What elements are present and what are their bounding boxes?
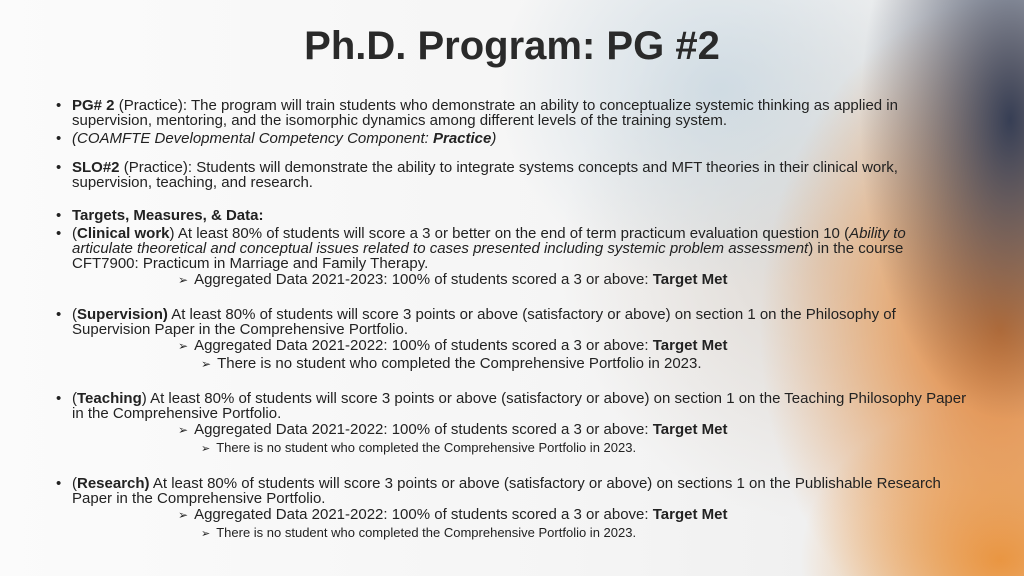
teaching-data: Aggregated Data 2021-2022: 100% of students scored a 3 or above:	[194, 421, 653, 438]
supervision-note-line	[48, 355, 968, 373]
teaching-open: (	[72, 390, 77, 407]
bullet-slo	[48, 160, 968, 190]
supervision-text: At least 80% of students will score 3 points or above (satisfactory or above) on section 1 on the Philosophy of Supervision Paper in the Comprehensive Portfolio.	[72, 306, 896, 338]
research-note-line	[48, 524, 968, 543]
arrowhead-bullet-icon: ➢	[178, 339, 189, 353]
bullet-targets-heading	[48, 208, 968, 223]
arrowhead-bullet-icon: ➢	[201, 443, 211, 455]
bullet-dot-icon: •	[56, 207, 62, 224]
slide-content	[48, 98, 968, 543]
bullet-dot-icon: •	[56, 97, 62, 114]
page-title: Ph.D. Program: PG #2	[304, 24, 720, 68]
bullet-dot-icon: •	[56, 159, 62, 176]
pg-text: (Practice): The program will train students who demonstrate an ability to conceptualize systemic thinking as applied in supervision, mentoring, and the isomorphic dynamics among different levels of the training system.	[72, 97, 898, 129]
targets-heading: Targets, Measures, & Data:	[72, 207, 264, 224]
clinical-italic: Ability to articulate theoretical and conceptual issues related to cases presented including systemic problem assessment	[72, 225, 906, 257]
slo-label: SLO#2	[72, 159, 120, 176]
research-open: (	[72, 475, 77, 492]
slo-text: (Practice): Students will demonstrate the ability to integrate systems concepts and MFT theories in their clinical work, supervision, teaching, and research.	[72, 159, 898, 191]
teaching-status: Target Met	[652, 421, 728, 438]
bullet-pg	[48, 98, 968, 128]
clinical-data-line	[48, 271, 968, 289]
clinical-text: ) At least 80% of students will score a 3 or better on the end of term practicum evaluation question 10 (	[169, 225, 850, 242]
bullet-dot-icon: •	[56, 306, 62, 323]
coamfte-strong: Practice	[432, 130, 492, 147]
supervision-label: Supervision)	[77, 306, 168, 323]
teaching-label: Teaching	[77, 390, 142, 407]
bullet-research	[48, 476, 968, 506]
supervision-data-line	[48, 337, 968, 355]
research-label: Research)	[77, 475, 150, 492]
bullet-dot-icon: •	[56, 475, 62, 492]
supervision-data: Aggregated Data 2021-2022: 100% of students scored a 3 or above:	[194, 337, 653, 354]
clinical-text2: ) in the course CFT7900: Practicum in Marriage and Family Therapy.	[72, 240, 904, 272]
bullet-dot-icon: •	[56, 225, 62, 242]
bullet-coamfte	[48, 131, 968, 146]
research-data-line	[48, 506, 968, 524]
coamfte-suffix: )	[491, 130, 497, 147]
research-note: There is no student who completed the Comprehensive Portfolio in 2023.	[216, 525, 637, 540]
teaching-text: ) At least 80% of students will score 3 points or above (satisfactory or above) on section 1 on the Teaching Philosophy Paper in the Comprehensive Portfolio.	[72, 390, 967, 422]
arrowhead-bullet-icon: ➢	[178, 273, 189, 287]
research-text: At least 80% of students will score 3 points or above (satisfactory or above) on sections 1 on the Publishable Research Paper in the Comprehensive Portfolio.	[72, 475, 941, 507]
bullet-dot-icon: •	[56, 390, 62, 407]
teaching-note: There is no student who completed the Comprehensive Portfolio in 2023.	[216, 440, 637, 455]
clinical-open: (	[72, 225, 77, 242]
arrowhead-bullet-icon: ➢	[201, 528, 211, 540]
arrowhead-bullet-icon: ➢	[178, 423, 189, 437]
clinical-label: Clinical work	[77, 225, 170, 242]
research-data: Aggregated Data 2021-2022: 100% of students scored a 3 or above:	[194, 506, 653, 523]
pg-label: PG# 2	[72, 97, 115, 114]
teaching-data-line	[48, 421, 968, 439]
bullet-clinical	[48, 226, 968, 271]
research-status: Target Met	[652, 506, 728, 523]
teaching-note-line	[48, 439, 968, 458]
arrowhead-bullet-icon: ➢	[201, 357, 212, 371]
supervision-note: There is no student who completed the Comprehensive Portfolio in 2023.	[217, 355, 702, 372]
bullet-dot-icon: •	[56, 130, 62, 147]
clinical-status: Target Met	[652, 271, 728, 288]
clinical-data: Aggregated Data 2021-2023: 100% of students scored a 3 or above:	[194, 271, 653, 288]
coamfte-prefix: (COAMFTE Developmental Competency Component:	[72, 130, 433, 147]
supervision-open: (	[72, 306, 77, 323]
supervision-status: Target Met	[652, 337, 728, 354]
bullet-teaching	[48, 391, 968, 421]
bullet-supervision	[48, 307, 968, 337]
arrowhead-bullet-icon: ➢	[178, 508, 189, 522]
